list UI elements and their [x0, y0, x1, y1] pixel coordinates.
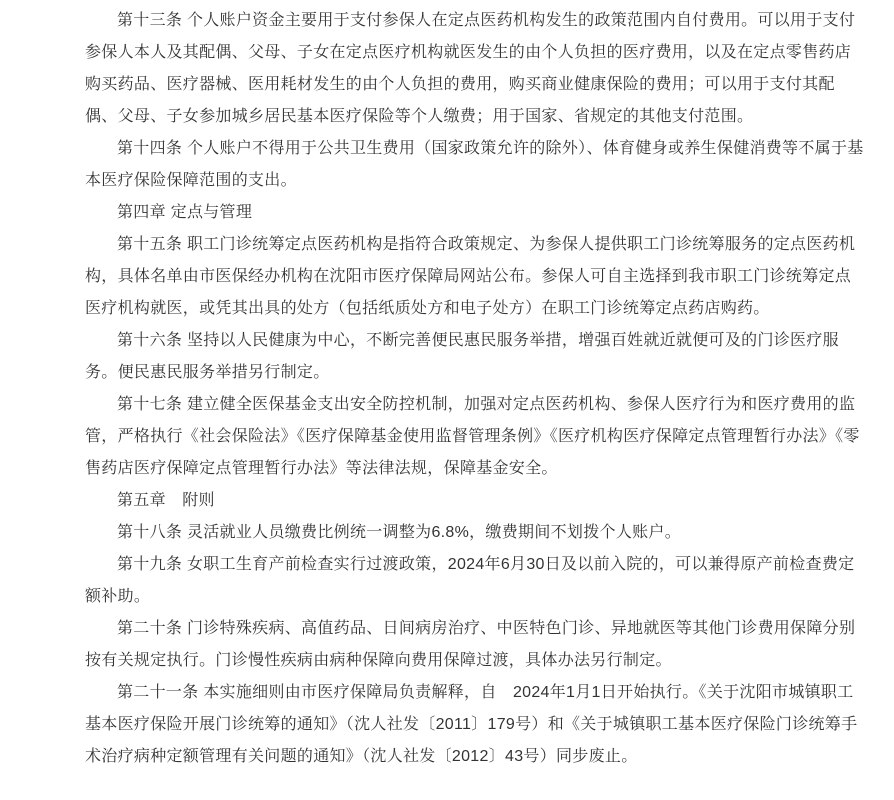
- paragraph-article-14: 第十四条 个人账户不得用于公共卫生费用（国家政策允许的除外）、体育健身或养生保健消费等不属于基本医疗保险保障范围的支出。: [85, 140, 864, 189]
- paragraph-article-17: 第十七条 建立健全医保基金支出安全防控机制，加强对定点医药机构、参保人医疗行为和医疗费用的监管，严格执行《社会保险法》《医疗保障基金使用监督管理条例》《医疗机构医疗保障定点管理暂行办法》《零售药店医疗保障定点管理暂行办法》等法律法规，保障基金安全。: [85, 396, 860, 477]
- paragraph-article-19: 第十九条 女职工生育产前检查实行过渡政策，2024年6月30日及以前入院的，可以兼得原产前检查费定额补助。: [85, 556, 855, 605]
- paragraph-article-16: 第十六条 坚持以人民健康为中心，不断完善便民惠民服务举措，增强百姓就近就便可及的门诊医疗服务。便民惠民服务举措另行制定。: [85, 332, 839, 381]
- paragraph-article-15: 第十五条 职工门诊统筹定点医药机构是指符合政策规定、为参保人提供职工门诊统筹服务的定点医药机构，具体名单由市医保经办机构在沈阳市医疗保障局网站公布。参保人可自主选择到我市职工门诊统筹定点医疗机构就医，或凭其出具的处方（包括纸质处方和电子处方）在职工门诊统筹定点药店购药。: [85, 236, 856, 317]
- paragraph-article-18: 第十八条 灵活就业人员缴费比例统一调整为6.8%，缴费期间不划拨个人账户。: [117, 524, 682, 541]
- paragraph-article-21: 第二十一条 本实施细则由市医疗保障局负责解释，自 2024年1月1日开始执行。《关于沈阳市城镇职工基本医疗保险开展门诊统筹的通知》（沈人社发〔2011〕179号）和《关于城镇职工基本医疗保险门诊统筹手术治疗病种定额管理有关问题的通知》（沈人社发〔2012〕43号）同步废止。: [85, 684, 858, 765]
- chapter-heading-4: 第四章 定点与管理: [117, 204, 253, 221]
- paragraph-article-13: 第十三条 个人账户资金主要用于支付参保人在定点医药机构发生的政策范围内自付费用。可以用于支付参保人本人及其配偶、父母、子女在定点医疗机构就医发生的由个人负担的医疗费用，以及在定点零售药店购买药品、医疗器械、医用耗材发生的由个人负担的费用，购买商业健康保险的费用；可以用于支付其配偶、父母、子女参加城乡居民基本医疗保险等个人缴费；用于国家、省规定的其他支付范围。: [85, 12, 856, 125]
- chapter-heading-5: 第五章 附则: [117, 492, 215, 509]
- paragraph-article-20: 第二十条 门诊特殊疾病、高值药品、日间病房治疗、中医特色门诊、异地就医等其他门诊费用保障分别按有关规定执行。门诊慢性疾病由病种保障向费用保障过渡，具体办法另行制定。: [85, 620, 856, 669]
